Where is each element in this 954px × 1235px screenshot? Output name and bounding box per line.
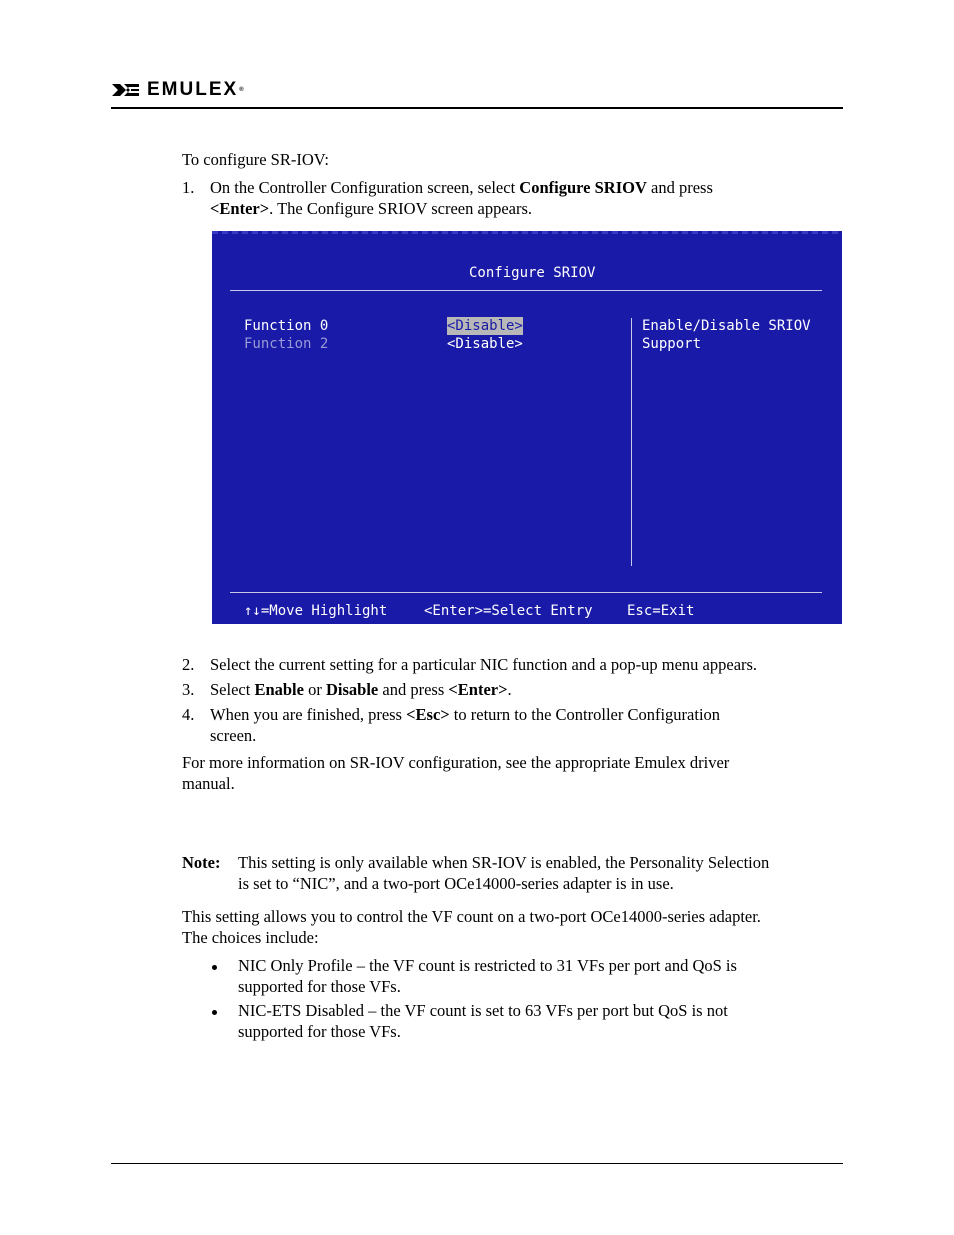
step-3-number: 3.: [182, 680, 195, 699]
configure-sriov-screen: [212, 231, 842, 624]
footer-rule: [111, 1163, 843, 1164]
logo-text: EMULEX®: [147, 79, 246, 100]
bullet-1-text: NIC Only Profile – the VF count is restricted to 31 VFs per port and QoS is supported for those VFs.: [238, 956, 737, 996]
help-text-line2: Support: [642, 336, 702, 352]
function-2-label[interactable]: Function 2: [244, 336, 329, 352]
help-divider: [631, 318, 632, 566]
step-4-text: When you are finished, press <Esc> to return to the Controller Configuration screen.: [210, 705, 721, 745]
step-3-text: Select Enable or Disable and press <Enter>.: [210, 680, 512, 699]
footer-move-hint: ↑↓=Move Highlight: [244, 603, 388, 619]
more-info-paragraph: For more information on SR-IOV configuration, see the appropriate Emulex driver manual.: [182, 753, 730, 793]
step-4-number: 4.: [182, 705, 195, 724]
function-0-label[interactable]: Function 0: [244, 318, 329, 334]
header-rule: [111, 107, 843, 109]
bullet-1-dot: [212, 965, 217, 970]
step-1-text: On the Controller Configuration screen, select Configure SRIOV and press <Enter>. The Configure SRIOV screen appears.: [210, 178, 713, 218]
help-text-line1: Enable/Disable SRIOV: [642, 318, 811, 334]
emulex-logo: [111, 80, 246, 100]
step-1-number: 1.: [182, 178, 195, 197]
footer-enter-hint: <Enter>=Select Entry: [424, 603, 593, 619]
bios-title-rule: [230, 290, 822, 291]
step-2-text: Select the current setting for a particular NIC function and a pop-up menu appears.: [210, 655, 758, 674]
intro-text: To configure SR-IOV:: [182, 150, 330, 169]
bios-title: Configure SRIOV: [469, 265, 596, 281]
vf-paragraph: This setting allows you to control the VF count on a two-port OCe14000-series adapter. The choices include:: [182, 907, 761, 947]
bullet-2-dot: [212, 1010, 217, 1015]
function-2-value[interactable]: <Disable>: [447, 336, 523, 352]
bios-footer-rule: [230, 592, 822, 593]
screen-top-edge: [212, 231, 842, 234]
footer-esc-hint: Esc=Exit: [627, 603, 695, 619]
note-text: This setting is only available when SR-IOV is enabled, the Personality Selection is set to “NIC”, and a two-port OCe14000-series adapter is in use.: [238, 853, 770, 893]
function-0-value[interactable]: <Disable>: [447, 318, 523, 334]
step-2-number: 2.: [182, 655, 195, 674]
note-label: Note:: [182, 853, 221, 872]
bullet-2-text: NIC-ETS Disabled – the VF count is set to 63 VFs per port but QoS is not supported for those VFs.: [238, 1001, 728, 1041]
emulex-logo-icon: [111, 82, 141, 98]
